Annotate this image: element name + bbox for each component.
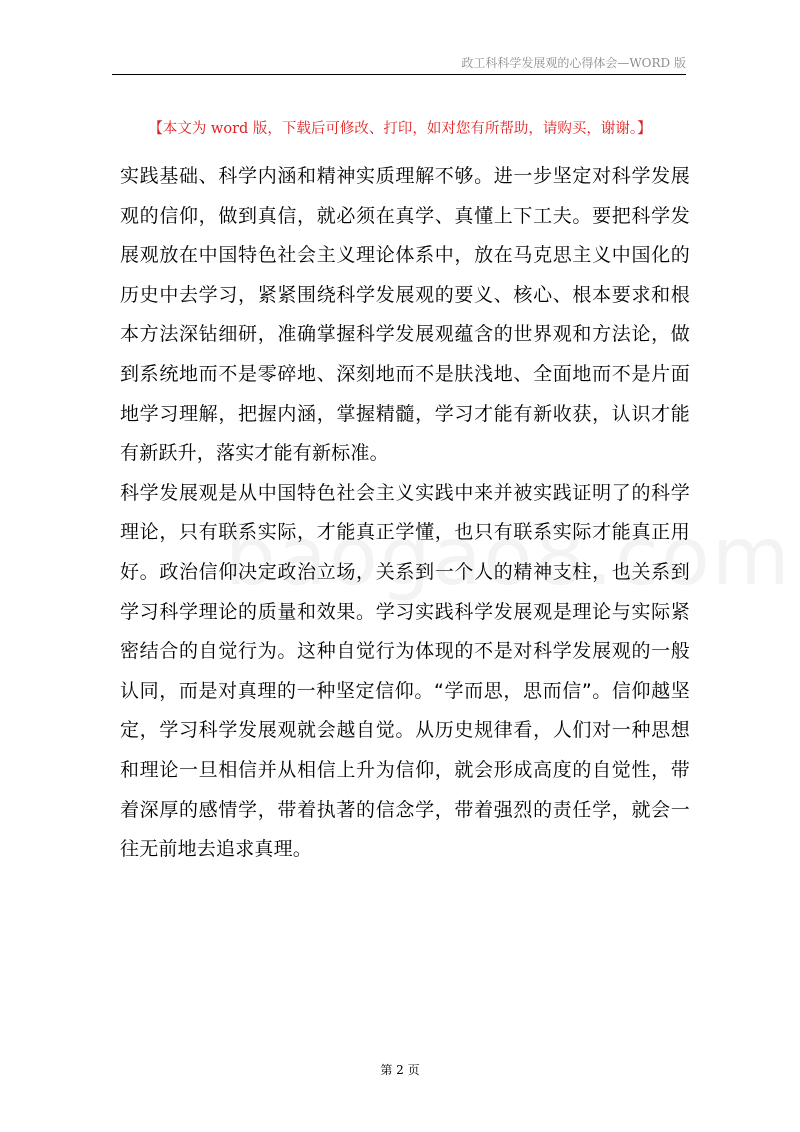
document-body bbox=[120, 157, 690, 870]
page-number: 第 2 页 bbox=[380, 1063, 420, 1077]
purchase-notice: 【本文为 word 版，下载后可修改、打印，如对您有所帮助，请购买，谢谢。】 bbox=[148, 121, 652, 137]
document-title: 政工科科学发展观的心得体会—WORD 版 bbox=[461, 56, 686, 70]
body-paragraph-2: 科学发展观是从中国特色社会主义实践中来并被实践证明了的科学理论，只有联系实际，才能真正学懂，也只有联系实际才能真正用好。政治信仰决定政治立场，关系到一个人的精神支柱，也关系到学习科学理论的质量和效果。学习实践科学发展观是理论与实际紧密结合的自觉行为。这种自觉行为体现的不是对科学发展观的一般认同，而是对真理的一种坚定信仰。“学而思，思而信”。信仰越坚定，学习科学发展观就会越自觉。从历史规律看，人们对一种思想和理论一旦相信并从相信上升为信仰，就会形成高度的自觉性，带着深厚的感情学，带着执著的信念学，带着强烈的责任学，就会一往无前地去追求真理。 bbox=[120, 481, 690, 861]
body-paragraph-1: 实践基础、科学内涵和精神实质理解不够。进一步坚定对科学发展观的信仰，做到真信，就必须在真学、真懂上下工夫。要把科学发展观放在中国特色社会主义理论体系中，放在马克思主义中国化的历史中去学习，紧紧围绕科学发展观的要义、核心、根本要求和根本方法深钻细研，准确掌握科学发展观蕴含的世界观和方法论，做到系统地而不是零碎地、深刻地而不是肤浅地、全面地而不是片面地学习理解，把握内涵，掌握精髓，学习才能有新收获，认识才能有新跃升，落实才能有新标准。 bbox=[120, 165, 690, 465]
page-header bbox=[112, 52, 686, 75]
